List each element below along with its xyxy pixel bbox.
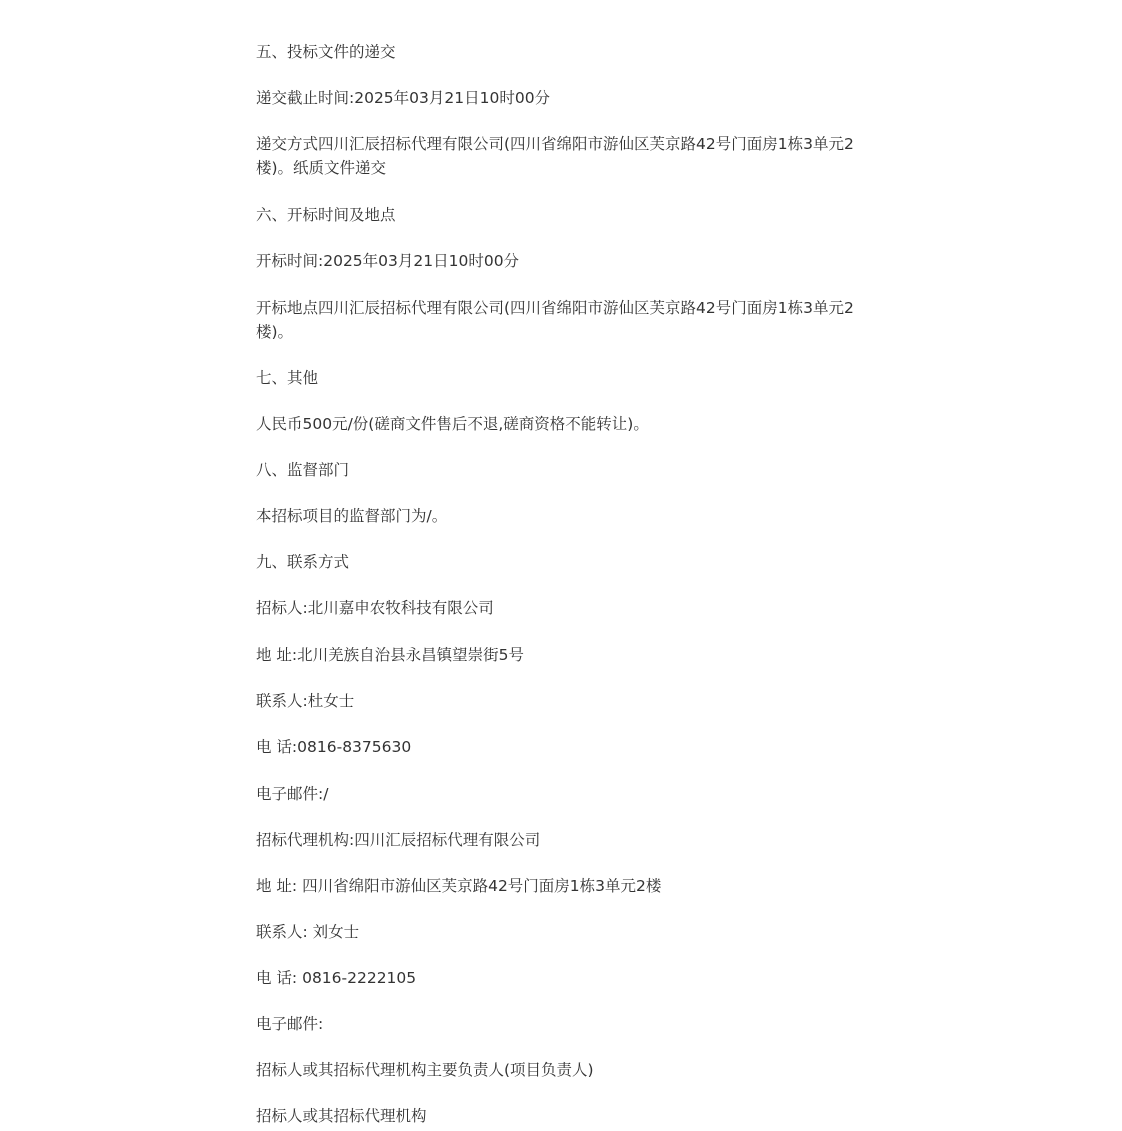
agency-contact-person: 联系人: 刘女士 — [256, 923, 360, 941]
section-heading-supervision: 八、监督部门 — [256, 461, 350, 479]
agency-phone: 电 话: 0816-2222105 — [256, 969, 417, 987]
tenderer-phone: 电 话:0816-8375630 — [256, 738, 412, 756]
section-heading-other: 七、其他 — [256, 369, 319, 387]
tenderer-email: 电子邮件:/ — [256, 785, 329, 803]
section-heading-submission: 五、投标文件的递交 — [256, 43, 396, 61]
section-heading-contact: 九、联系方式 — [256, 553, 350, 571]
tenderer-contact-person: 联系人:杜女士 — [256, 692, 355, 710]
supervision-department: 本招标项目的监督部门为/。 — [256, 507, 448, 525]
tenderer-or-agency-label: 招标人或其招标代理机构 — [256, 1107, 427, 1125]
tenderer-name: 招标人:北川嘉申农牧科技有限公司 — [256, 599, 494, 617]
agency-email: 电子邮件: — [256, 1015, 324, 1033]
section-heading-opening: 六、开标时间及地点 — [256, 206, 396, 224]
principal-signatory-label: 招标人或其招标代理机构主要负责人(项目负责人) — [256, 1061, 594, 1079]
submission-method: 递交方式四川汇辰招标代理有限公司(四川省绵阳市游仙区芙京路42号门面房1栋3单元2楼)。纸质文件递交 — [256, 135, 854, 177]
opening-location: 开标地点四川汇辰招标代理有限公司(四川省绵阳市游仙区芙京路42号门面房1栋3单元2楼)。 — [256, 299, 854, 341]
submission-deadline: 递交截止时间:2025年03月21日10时00分 — [256, 89, 551, 107]
agency-name: 招标代理机构:四川汇辰招标代理有限公司 — [256, 831, 541, 849]
document-fee: 人民币500元/份(磋商文件售后不退,磋商资格不能转让)。 — [256, 415, 649, 433]
agency-address: 地 址: 四川省绵阳市游仙区芙京路42号门面房1栋3单元2楼 — [256, 877, 662, 895]
tenderer-address: 地 址:北川羌族自治县永昌镇望崇街5号 — [256, 646, 525, 664]
opening-time: 开标时间:2025年03月21日10时00分 — [256, 252, 520, 270]
